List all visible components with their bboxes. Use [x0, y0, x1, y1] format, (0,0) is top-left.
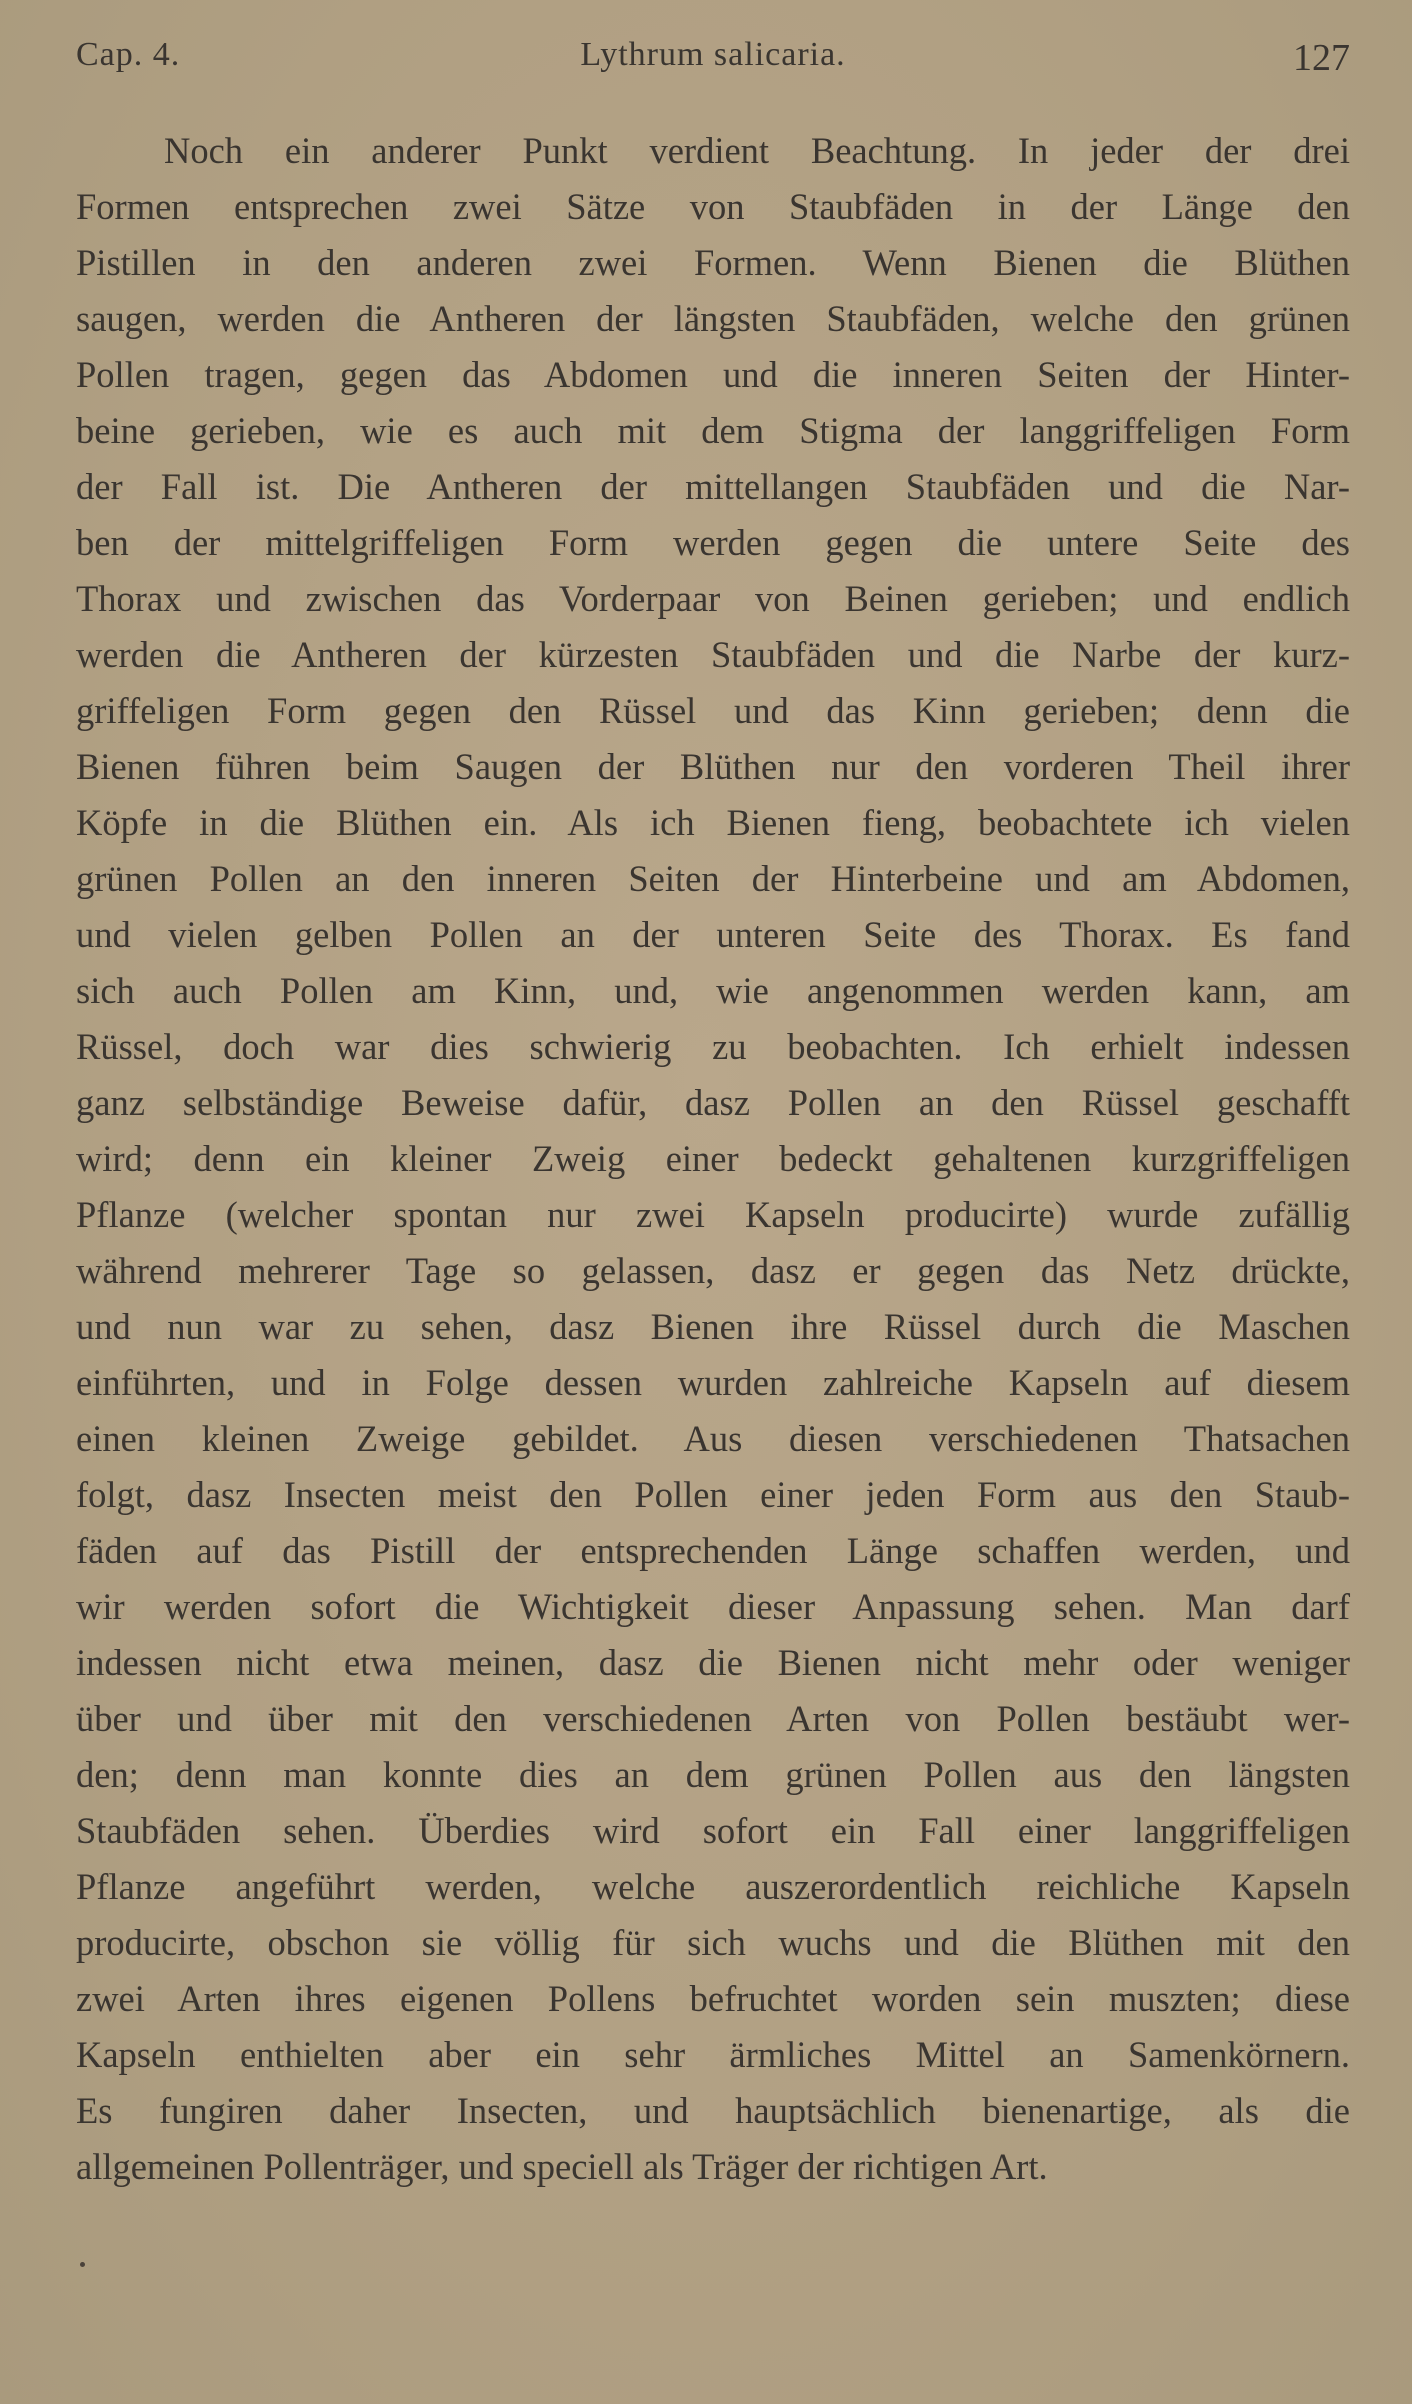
text-line: ben der mittelgriffeligen Form werden gegen die untere Seite des [76, 522, 1350, 563]
text-line: griffeligen Form gegen den Rüssel und das Kinn gerieben; denn die [76, 690, 1350, 731]
text-line: Kapseln enthielten aber ein sehr ärmliches Mittel an Samenkörnern. [76, 2034, 1350, 2075]
text-line: fäden auf das Pistill der entsprechenden Länge schaffen werden, und [76, 1530, 1350, 1571]
text-line: Pflanze angeführt werden, welche auszerordentlich reichliche Kapseln [76, 1866, 1350, 1907]
text-line: indessen nicht etwa meinen, dasz die Bienen nicht mehr oder weniger [76, 1642, 1350, 1683]
text-line: während mehrerer Tage so gelassen, dasz er gegen das Netz drückte, [76, 1250, 1350, 1291]
text-line: saugen, werden die Antheren der längsten Staubfäden, welche den grünen [76, 298, 1350, 339]
text-line: einen kleinen Zweige gebildet. Aus diesen verschiedenen Thatsachen [76, 1418, 1350, 1459]
text-line: Bienen führen beim Saugen der Blüthen nur den vorderen Theil ihrer [76, 746, 1350, 787]
text-line: Pistillen in den anderen zwei Formen. Wenn Bienen die Blüthen [76, 242, 1350, 283]
text-line: allgemeinen Pollenträger, und speciell als Träger der richtigen Art. [76, 2146, 1048, 2187]
text-line: beine gerieben, wie es auch mit dem Stigma der langgriffeligen Form [76, 410, 1350, 451]
running-title: Lythrum salicaria. [580, 36, 846, 73]
text-line: Rüssel, doch war dies schwierig zu beobachten. Ich erhielt indessen [76, 1026, 1350, 1067]
text-line: Pollen tragen, gegen das Abdomen und die inneren Seiten der Hinter- [76, 354, 1350, 395]
text-line: wir werden sofort die Wichtigkeit dieser Anpassung sehen. Man darf [76, 1586, 1350, 1627]
text-line: ganz selbständige Beweise dafür, dasz Pollen an den Rüssel geschafft [76, 1082, 1350, 1123]
running-head [76, 36, 1350, 86]
text-line: und nun war zu sehen, dasz Bienen ihre Rüssel durch die Maschen [76, 1306, 1350, 1347]
chapter-label: Cap. 4. [76, 36, 181, 73]
text-line: folgt, dasz Insecten meist den Pollen einer jeden Form aus den Staub- [76, 1474, 1350, 1515]
text-line: wird; denn ein kleiner Zweig einer bedeckt gehaltenen kurzgriffeligen [76, 1138, 1350, 1179]
page-number: 127 [1293, 37, 1350, 79]
text-line: Thorax und zwischen das Vorderpaar von Beinen gerieben; und endlich [76, 578, 1350, 619]
text-line: Pflanze (welcher spontan nur zwei Kapseln producirte) wurde zufällig [76, 1194, 1350, 1235]
text-line: Noch ein anderer Punkt verdient Beachtung. In jeder der drei [164, 130, 1350, 171]
text-line: Köpfe in die Blüthen ein. Als ich Bienen fieng, beobachtete ich vielen [76, 802, 1350, 843]
text-line: werden die Antheren der kürzesten Staubfäden und die Narbe der kurz- [76, 634, 1350, 675]
text-line: über und über mit den verschiedenen Arten von Pollen bestäubt wer- [76, 1698, 1350, 1739]
ink-speck [80, 2262, 85, 2267]
text-line: grünen Pollen an den inneren Seiten der Hinterbeine und am Abdomen, [76, 858, 1350, 899]
text-line: sich auch Pollen am Kinn, und, wie angenommen werden kann, am [76, 970, 1350, 1011]
text-line: Formen entsprechen zwei Sätze von Staubfäden in der Länge den [76, 186, 1350, 227]
text-line: einführten, und in Folge dessen wurden zahlreiche Kapseln auf diesem [76, 1362, 1350, 1403]
text-line: der Fall ist. Die Antheren der mittellangen Staubfäden und die Nar- [76, 466, 1350, 507]
body-paragraph [76, 123, 1350, 2195]
text-line: Staubfäden sehen. Überdies wird sofort ein Fall einer langgriffeligen [76, 1810, 1350, 1851]
text-line: producirte, obschon sie völlig für sich wuchs und die Blüthen mit den [76, 1922, 1350, 1963]
text-line: und vielen gelben Pollen an der unteren Seite des Thorax. Es fand [76, 914, 1350, 955]
text-line: Es fungiren daher Insecten, und hauptsächlich bienenartige, als die [76, 2090, 1350, 2131]
text-line: den; denn man konnte dies an dem grünen Pollen aus den längsten [76, 1754, 1350, 1795]
text-line: zwei Arten ihres eigenen Pollens befruchtet worden sein muszten; diese [76, 1978, 1350, 2019]
